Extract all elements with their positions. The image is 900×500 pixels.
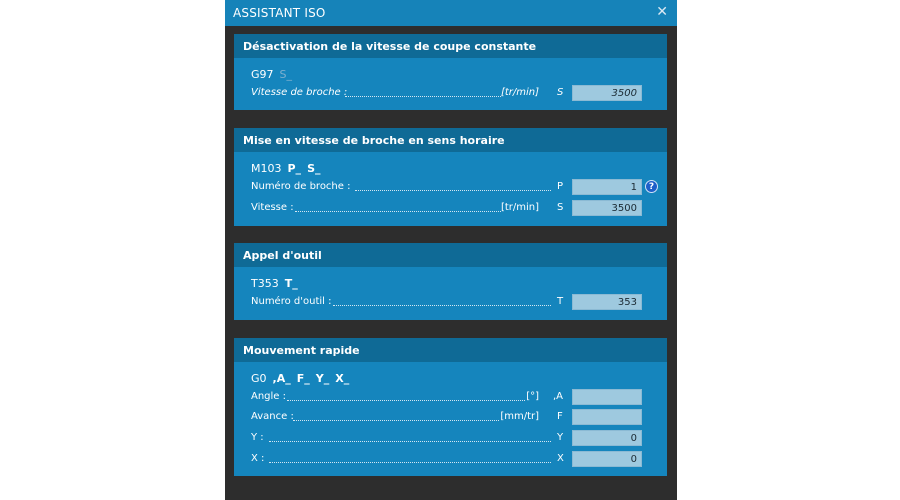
field-label: Avance :	[251, 411, 294, 422]
code-word: M103	[251, 162, 282, 175]
code-line	[251, 372, 349, 385]
field-row-vitesse-broche	[251, 85, 665, 101]
field-unit: [tr/min]	[500, 202, 539, 213]
field-label: Vitesse :	[251, 202, 294, 213]
code-param: T_	[284, 277, 298, 290]
code-line	[251, 68, 292, 81]
avance-input[interactable]	[572, 409, 642, 425]
panel-header	[234, 128, 667, 152]
field-row-numero-broche	[251, 179, 665, 195]
code-word: G0	[251, 372, 267, 385]
panel-title: Mouvement rapide	[243, 344, 360, 357]
iso-assistant-window	[225, 0, 677, 500]
field-label: Y :	[251, 432, 264, 443]
panel-header	[234, 338, 667, 362]
code-param: P_	[287, 162, 302, 175]
numero-broche-input[interactable]	[572, 179, 642, 195]
dotted-leader	[345, 96, 501, 97]
code-word: T353	[251, 277, 279, 290]
code-word: G97	[251, 68, 274, 81]
field-letter: Y	[557, 432, 564, 443]
dotted-leader	[269, 462, 551, 463]
field-label: Angle :	[251, 391, 287, 402]
dotted-leader	[287, 400, 525, 401]
vitesse-input[interactable]	[572, 200, 642, 216]
field-letter: P	[557, 181, 564, 192]
field-row-y	[251, 430, 665, 446]
field-label: X :	[251, 453, 265, 464]
field-unit: [mm/tr]	[500, 411, 539, 422]
field-letter: ,A	[553, 391, 564, 402]
field-letter: F	[557, 411, 563, 422]
field-label: Numéro de broche :	[251, 181, 351, 192]
panel-g97	[234, 34, 667, 110]
code-param: S_	[279, 68, 293, 81]
dotted-leader	[295, 211, 501, 212]
field-letter: T	[557, 296, 564, 307]
angle-input[interactable]	[572, 389, 642, 405]
field-letter: S	[557, 202, 564, 213]
panel-header	[234, 243, 667, 267]
code-line	[251, 277, 298, 290]
field-label: Numéro d'outil :	[251, 296, 332, 307]
field-row-avance	[251, 409, 665, 425]
panel-title: Mise en vitesse de broche en sens horaire	[243, 134, 505, 147]
vitesse-broche-input[interactable]	[572, 85, 642, 101]
code-param: S_	[307, 162, 321, 175]
help-icon[interactable]: ?	[645, 180, 658, 193]
field-row-numero-outil	[251, 294, 665, 310]
field-letter: X	[557, 453, 564, 464]
dotted-leader	[269, 441, 551, 442]
panel-header	[234, 34, 667, 58]
panel-title: Appel d'outil	[243, 249, 322, 262]
panel-g0	[234, 338, 667, 476]
x-input[interactable]	[572, 451, 642, 467]
title-bar	[225, 0, 677, 26]
code-param: ,A_	[272, 372, 291, 385]
field-row-x	[251, 451, 665, 467]
code-param: F_	[296, 372, 310, 385]
field-letter: S	[557, 87, 564, 98]
y-input[interactable]	[572, 430, 642, 446]
dotted-leader	[293, 420, 499, 421]
field-row-vitesse	[251, 200, 665, 216]
field-row-angle	[251, 389, 665, 405]
field-label: Vitesse de broche :	[251, 87, 348, 98]
code-line	[251, 162, 321, 175]
code-param: X_	[335, 372, 350, 385]
dotted-leader	[333, 305, 551, 306]
code-param: Y_	[315, 372, 330, 385]
close-icon[interactable]: ✕	[656, 4, 668, 20]
dotted-leader	[355, 190, 551, 191]
panel-m103	[234, 128, 667, 226]
panel-t353	[234, 243, 667, 320]
field-unit: [tr/min]	[500, 87, 539, 98]
panel-title: Désactivation de la vitesse de coupe constante	[243, 40, 537, 53]
field-unit: [°]	[526, 391, 539, 402]
window-title: ASSISTANT ISO	[233, 6, 326, 20]
numero-outil-input[interactable]	[572, 294, 642, 310]
